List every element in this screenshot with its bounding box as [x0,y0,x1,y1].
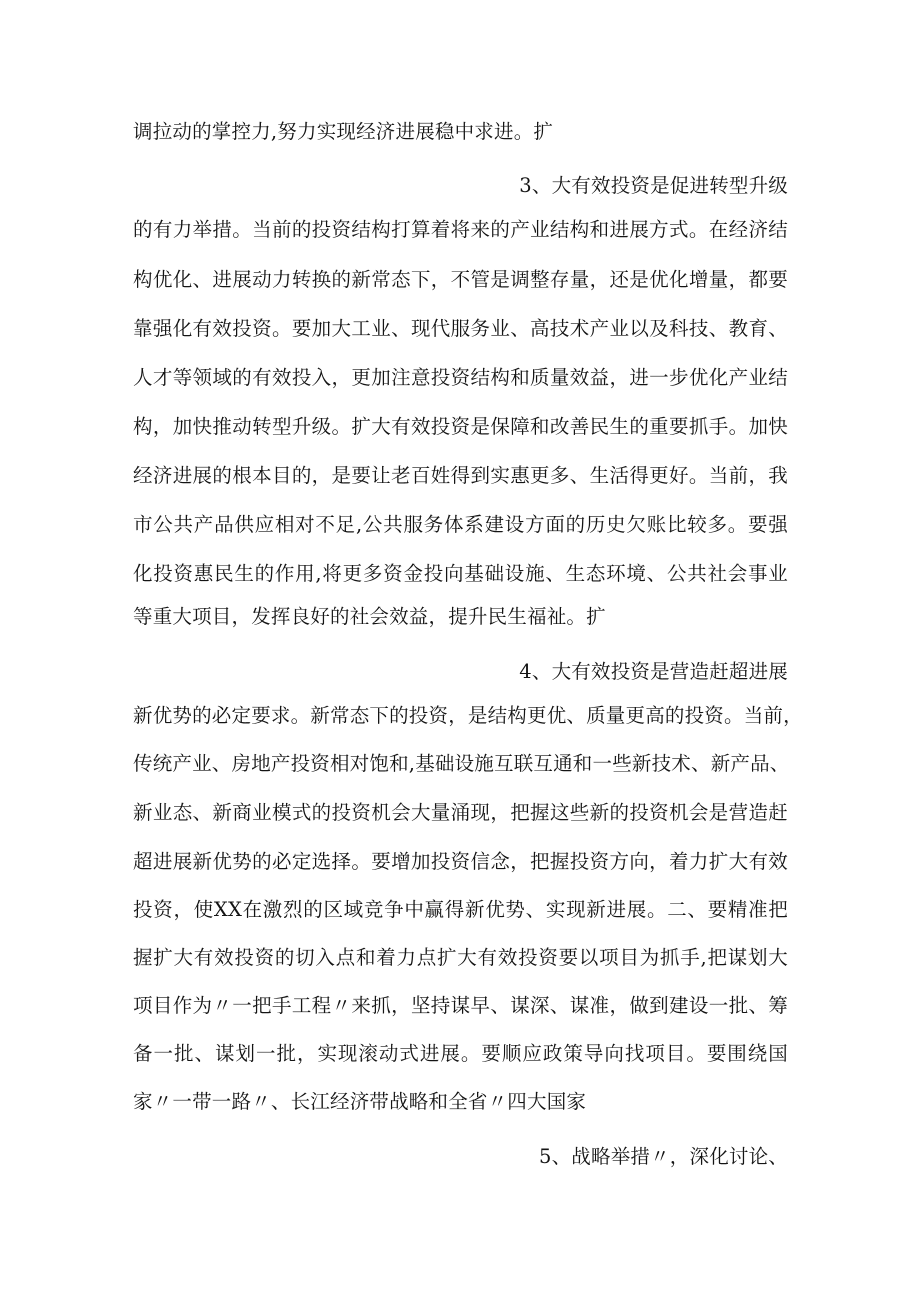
paragraph-line: 构优化、进展动力转换的新常态下，不管是调整存量，还是优化增量，都要 [133,268,788,291]
paragraph-line: 靠强化有效投资。要加大工业、现代服务业、高技术产业以及科技、教育、 [133,317,788,340]
section-heading-line: 3、大有效投资是促进转型升级 [519,174,788,197]
paragraph-line: 新优势的必定要求。新常态下的投资，是结构更优、质量更高的投资。当前， [133,704,803,727]
paragraph-line: 调拉动的掌控力,努力实现经济进展稳中求进。扩 [133,120,554,143]
paragraph-line: 等重大项目，发挥良好的社会效益，提升民生福祉。扩 [133,605,606,628]
paragraph-line: 经济进展的根本目的，是要让老百姓得到实惠更多、生活得更好。当前，我 [133,464,788,487]
section-heading-line: 4、大有效投资是营造赶超进展 [519,660,788,683]
paragraph-line: 握扩大有效投资的切入点和着力点扩大有效投资要以项目为抓手,把谋划大 [133,946,788,969]
paragraph-line: 化投资惠民生的作用,将更多资金投向基础设施、生态环境、公共社会事业 [133,562,788,585]
paragraph-line: 传统产业、房地产投资相对饱和,基础设施互联互通和一些新技术、新产品、 [133,752,790,775]
paragraph-line: 的有力举措。当前的投资结构打算着将来的产业结构和进展方式。在经济结 [133,218,788,241]
paragraph-line: 超进展新优势的必定选择。要增加投资信念，把握投资方向，着力扩大有效 [133,850,788,873]
paragraph-line: 新业态、新商业模式的投资机会大量涌现，把握这些新的投资机会是营造赶 [133,801,788,824]
paragraph-line: 构，加快推动转型升级。扩大有效投资是保障和改善民生的重要抓手。加快 [133,415,788,438]
paragraph-line: 人才等领域的有效投入，更加注意投资结构和质量效益，进一步优化产业结 [133,366,788,389]
paragraph-line: 家〃一带一路〃、长江经济带战略和全省〃四大国家 [133,1090,587,1113]
paragraph-line: 项目作为〃一把手工程〃来抓，坚持谋早、谋深、谋准，做到建设一批、筹 [133,994,788,1017]
paragraph-line: 备一批、谋划一批，实现滚动式进展。要顺应政策导向找项目。要围绕国 [133,1042,788,1065]
paragraph-line: 市公共产品供应相对不足,公共服务体系建设方面的历史欠账比较多。要强 [133,513,788,536]
paragraph-line: 投资，使XX在激烈的区域竞争中赢得新优势、实现新进展。二、要精准把 [133,898,788,921]
section-heading-line: 5、战略举措〃，深化讨论、 [538,1145,788,1168]
